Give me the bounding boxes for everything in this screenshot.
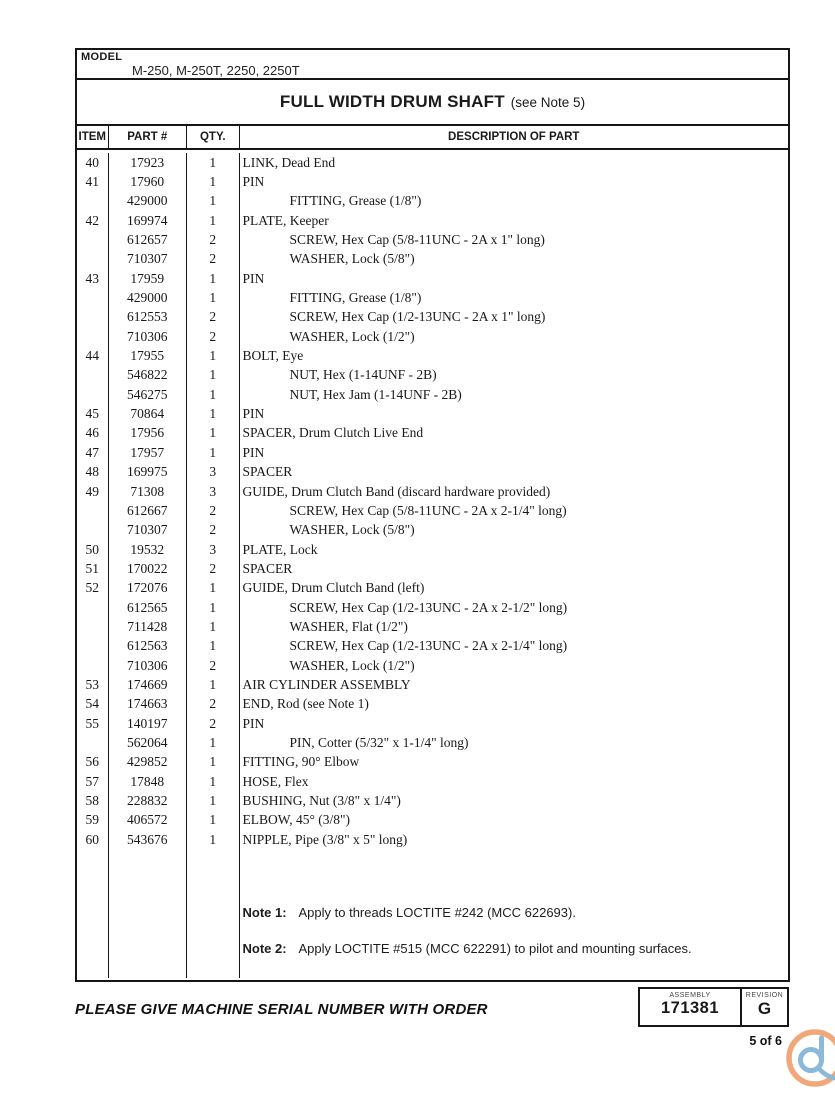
cell-part-number: 710307 (109, 521, 188, 540)
table-row (77, 269, 788, 288)
model-label: MODEL (81, 51, 123, 63)
cell-part-number: 170022 (109, 559, 188, 578)
cell-item-number: 46 (77, 424, 109, 443)
cell-part-number: 612563 (109, 637, 188, 656)
cell-quantity: 1 (187, 288, 240, 307)
table-row (77, 327, 788, 346)
cell-description: WASHER, Lock (1/2") (289, 657, 415, 673)
table-row (77, 791, 788, 810)
cell-item-number (77, 385, 109, 404)
cell-part-number: 429000 (109, 288, 188, 307)
cell-quantity: 3 (187, 482, 240, 501)
cell-quantity: 2 (187, 695, 240, 714)
cell-item-number (77, 308, 109, 327)
note-line (243, 941, 692, 956)
cell-description: SCREW, Hex Cap (1/2-13UNC - 2A x 2-1/4" long) (289, 638, 568, 654)
table-row (77, 308, 788, 327)
cell-item-number: 55 (77, 714, 109, 733)
cell-description: NUT, Hex (1-14UNF - 2B) (289, 367, 437, 383)
column-header-qty: QTY. (187, 126, 240, 148)
cell-item-number: 57 (77, 772, 109, 791)
cell-description: FITTING, 90° Elbow (242, 754, 360, 770)
table-row (77, 695, 788, 714)
cell-part-number: 169974 (109, 211, 188, 230)
cell-part-number: 17848 (109, 772, 188, 791)
cell-quantity: 1 (187, 791, 240, 810)
table-row (77, 579, 788, 598)
cell-item-number: 49 (77, 482, 109, 501)
cell-item-number: 48 (77, 463, 109, 482)
cell-description: SCREW, Hex Cap (5/8-11UNC - 2A x 1" long) (289, 232, 545, 248)
table-row (77, 443, 788, 462)
cell-part-number: 70864 (109, 404, 188, 423)
serial-number-notice: PLEASE GIVE MACHINE SERIAL NUMBER WITH ORDER (75, 1001, 488, 1018)
table-row (77, 540, 788, 559)
table-header-row (77, 126, 788, 150)
cell-part-number: 17959 (109, 269, 188, 288)
cell-item-number (77, 327, 109, 346)
cell-quantity: 3 (187, 463, 240, 482)
cell-quantity: 2 (187, 714, 240, 733)
cell-quantity: 2 (187, 308, 240, 327)
cell-item-number (77, 598, 109, 617)
table-row (77, 385, 788, 404)
cell-part-number: 710306 (109, 327, 188, 346)
cell-part-number: 17957 (109, 443, 188, 462)
cell-description: HOSE, Flex (242, 773, 309, 789)
cell-part-number: 562064 (109, 733, 188, 752)
cell-item-number (77, 230, 109, 249)
cell-item-number (77, 637, 109, 656)
table-row (77, 637, 788, 656)
model-strip (77, 50, 788, 80)
table-row (77, 714, 788, 733)
cell-item-number: 40 (77, 153, 109, 172)
cell-description: GUIDE, Drum Clutch Band (left) (242, 580, 425, 596)
parts-document-box (75, 48, 790, 982)
cell-quantity: 1 (187, 211, 240, 230)
cell-part-number: 406572 (109, 811, 188, 830)
cell-quantity: 1 (187, 830, 240, 849)
cell-item-number: 54 (77, 695, 109, 714)
cell-description: ELBOW, 45° (3/8") (242, 812, 351, 828)
cell-description: PIN (242, 444, 265, 460)
cell-quantity: 1 (187, 675, 240, 694)
filler-desc-col (240, 849, 789, 978)
cell-description: PLATE, Lock (242, 541, 318, 557)
page-number: 5 of 6 (749, 1034, 782, 1048)
cell-item-number (77, 733, 109, 752)
cell-quantity: 1 (187, 385, 240, 404)
cell-description: END, Rod (see Note 1) (242, 696, 369, 712)
note-text: Apply LOCTITE #515 (MCC 622291) to pilot and mounting surfaces. (298, 941, 692, 957)
cell-part-number: 17956 (109, 424, 188, 443)
cell-quantity: 2 (187, 521, 240, 540)
column-header-part: PART # (109, 126, 188, 148)
cell-item-number (77, 656, 109, 675)
filler-qty-col (187, 849, 240, 978)
cell-quantity: 1 (187, 404, 240, 423)
table-row (77, 404, 788, 423)
cell-quantity: 2 (187, 559, 240, 578)
table-row (77, 830, 788, 849)
cell-item-number: 43 (77, 269, 109, 288)
table-filler (77, 849, 788, 978)
cell-item-number (77, 521, 109, 540)
cell-description: NUT, Hex Jam (1-14UNF - 2B) (289, 386, 462, 402)
notes-block (243, 905, 692, 977)
cell-description: SCREW, Hex Cap (5/8-11UNC - 2A x 2-1/4" long) (289, 502, 567, 518)
cell-part-number: 174663 (109, 695, 188, 714)
table-row (77, 559, 788, 578)
cell-item-number: 50 (77, 540, 109, 559)
cell-description: WASHER, Flat (1/2") (289, 618, 408, 634)
table-row (77, 424, 788, 443)
table-row (77, 811, 788, 830)
cell-part-number: 612667 (109, 501, 188, 520)
cell-part-number: 429000 (109, 192, 188, 211)
table-row (77, 346, 788, 365)
cell-part-number: 429852 (109, 753, 188, 772)
cell-quantity: 1 (187, 733, 240, 752)
cell-item-number (77, 288, 109, 307)
cell-part-number: 546822 (109, 366, 188, 385)
cell-description: SPACER (242, 560, 293, 576)
cell-item-number (77, 501, 109, 520)
cell-quantity: 1 (187, 172, 240, 191)
cell-part-number: 710307 (109, 250, 188, 269)
cell-description: FITTING, Grease (1/8") (289, 193, 422, 209)
cell-part-number: 710306 (109, 656, 188, 675)
cell-item-number: 58 (77, 791, 109, 810)
cell-quantity: 1 (187, 153, 240, 172)
cell-description: PIN (242, 406, 265, 422)
cell-quantity: 1 (187, 617, 240, 636)
table-row (77, 288, 788, 307)
cell-item-number: 47 (77, 443, 109, 462)
cell-part-number: 228832 (109, 791, 188, 810)
table-row (77, 598, 788, 617)
cell-item-number: 42 (77, 211, 109, 230)
cell-quantity: 1 (187, 753, 240, 772)
cell-part-number: 17923 (109, 153, 188, 172)
table-row (77, 482, 788, 501)
cell-part-number: 71308 (109, 482, 188, 501)
cell-quantity: 1 (187, 637, 240, 656)
cell-description: PIN (242, 270, 265, 286)
assembly-cell (640, 989, 740, 1025)
cell-part-number: 169975 (109, 463, 188, 482)
cell-part-number: 612553 (109, 308, 188, 327)
cell-quantity: 1 (187, 772, 240, 791)
cell-part-number: 546275 (109, 385, 188, 404)
revision-letter: G (757, 998, 772, 1018)
cell-part-number: 612565 (109, 598, 188, 617)
cell-quantity: 1 (187, 192, 240, 211)
cell-description: FITTING, Grease (1/8") (289, 290, 422, 306)
cell-item-number: 41 (77, 172, 109, 191)
cell-description: BUSHING, Nut (3/8" x 1/4") (242, 793, 401, 809)
note-text: Apply to threads LOCTITE #242 (MCC 622693). (298, 905, 576, 921)
table-row (77, 521, 788, 540)
cell-quantity: 1 (187, 579, 240, 598)
cell-quantity: 2 (187, 230, 240, 249)
table-row (77, 250, 788, 269)
cell-item-number: 59 (77, 811, 109, 830)
column-header-item: ITEM (77, 126, 109, 148)
cell-description: PIN (242, 174, 265, 190)
cell-part-number: 140197 (109, 714, 188, 733)
cell-part-number: 172076 (109, 579, 188, 598)
cell-description: BOLT, Eye (242, 348, 304, 364)
cell-description: NIPPLE, Pipe (3/8" x 5" long) (242, 831, 408, 847)
cell-part-number: 711428 (109, 617, 188, 636)
cell-description: LINK, Dead End (242, 154, 336, 170)
revision-label: REVISION (745, 991, 784, 999)
cell-item-number: 60 (77, 830, 109, 849)
note-line (243, 905, 692, 920)
cell-description: PIN, Cotter (5/32" x 1-1/4" long) (289, 734, 469, 750)
revision-cell (740, 989, 787, 1025)
table-body (77, 150, 788, 978)
cell-quantity: 2 (187, 501, 240, 520)
table-row (77, 153, 788, 172)
table-row (77, 172, 788, 191)
cell-item-number: 44 (77, 346, 109, 365)
cell-description: WASHER, Lock (1/2") (289, 328, 415, 344)
cell-item-number: 51 (77, 559, 109, 578)
cell-item-number (77, 192, 109, 211)
table-row (77, 617, 788, 636)
title-strip (77, 80, 788, 126)
cell-description: WASHER, Lock (5/8") (289, 251, 415, 267)
cell-part-number: 543676 (109, 830, 188, 849)
table-row (77, 656, 788, 675)
cell-description: AIR CYLINDER ASSEMBLY (242, 676, 411, 692)
cell-description: SCREW, Hex Cap (1/2-13UNC - 2A x 2-1/2" long) (289, 599, 568, 615)
cell-description: PLATE, Keeper (242, 212, 329, 228)
cell-part-number: 19532 (109, 540, 188, 559)
table-row (77, 211, 788, 230)
cell-description: SCREW, Hex Cap (1/2-13UNC - 2A x 1" long) (289, 309, 546, 325)
cell-item-number: 45 (77, 404, 109, 423)
cell-quantity: 1 (187, 346, 240, 365)
cell-description: PIN (242, 715, 265, 731)
filler-part-col (109, 849, 188, 978)
cell-item-number (77, 250, 109, 269)
cell-description: GUIDE, Drum Clutch Band (discard hardware provided) (242, 483, 551, 499)
filler-item-col (77, 849, 109, 978)
assembly-label: ASSEMBLY (669, 991, 711, 999)
note-label: Note 2: (242, 941, 287, 957)
table-row (77, 733, 788, 752)
note-label: Note 1: (242, 905, 287, 921)
cell-quantity: 3 (187, 540, 240, 559)
table-row (77, 230, 788, 249)
cell-part-number: 17955 (109, 346, 188, 365)
cell-quantity: 1 (187, 443, 240, 462)
cell-part-number: 17960 (109, 172, 188, 191)
assembly-revision-box (638, 987, 789, 1027)
cell-quantity: 2 (187, 250, 240, 269)
table-row (77, 501, 788, 520)
cell-item-number: 56 (77, 753, 109, 772)
cell-description: SPACER (242, 464, 293, 480)
cell-item-number (77, 617, 109, 636)
assembly-number: 171381 (660, 999, 720, 1017)
table-row (77, 753, 788, 772)
page-title-note: (see Note 5) (510, 94, 586, 110)
cell-description: WASHER, Lock (5/8") (289, 522, 415, 538)
cell-quantity: 1 (187, 424, 240, 443)
cell-part-number: 174669 (109, 675, 188, 694)
cell-item-number: 53 (77, 675, 109, 694)
table-rows (77, 150, 788, 849)
cell-quantity: 1 (187, 598, 240, 617)
table-row (77, 772, 788, 791)
table-row (77, 675, 788, 694)
cell-quantity: 1 (187, 269, 240, 288)
table-row (77, 366, 788, 385)
table-row (77, 192, 788, 211)
table-row (77, 463, 788, 482)
cell-quantity: 1 (187, 366, 240, 385)
cell-quantity: 2 (187, 327, 240, 346)
page-title: FULL WIDTH DRUM SHAFT (279, 92, 505, 111)
model-list: M-250, M-250T, 2250, 2250T (132, 63, 300, 78)
cell-description: SPACER, Drum Clutch Live End (242, 425, 424, 441)
cell-quantity: 1 (187, 811, 240, 830)
cell-item-number: 52 (77, 579, 109, 598)
column-header-description: DESCRIPTION OF PART (448, 131, 580, 143)
cell-quantity: 2 (187, 656, 240, 675)
cell-part-number: 612657 (109, 230, 188, 249)
cell-item-number (77, 366, 109, 385)
